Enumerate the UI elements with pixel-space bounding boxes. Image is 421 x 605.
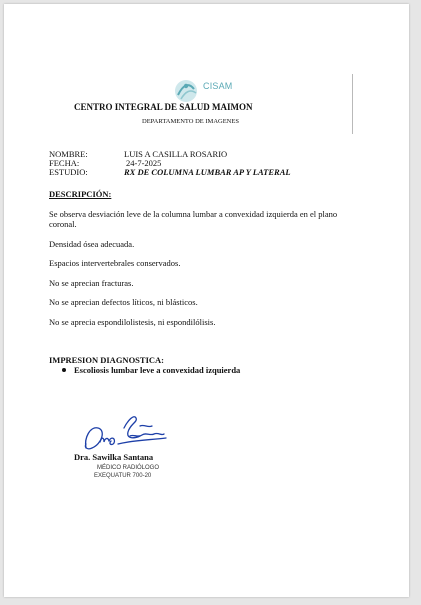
organization-name: CENTRO INTEGRAL DE SALUD MAIMON [74, 102, 253, 112]
header-divider [352, 74, 353, 134]
diagnosis-list [62, 365, 240, 375]
physician-license: EXEQUATUR 700-20 [94, 473, 152, 479]
study-value: RX DE COLUMNA LUMBAR AP Y LATERAL [124, 167, 291, 177]
study-row [49, 168, 291, 177]
description-paragraph: No se aprecian fracturas. [49, 277, 134, 288]
impression-title: IMPRESION DIAGNOSTICA: [49, 355, 164, 365]
description-paragraph: Se observa desviación leve de la columna lumbar a convexidad izquierda en el plano coronal. [49, 209, 338, 229]
diagnosis-item: Escoliosis lumbar leve a convexidad izquierda [62, 365, 240, 375]
study-label: ESTUDIO: [49, 167, 88, 177]
patient-fields [49, 150, 291, 177]
name-label: NOMBRE: [49, 149, 88, 159]
physician-name: Dra. Sawilka Santana [74, 452, 154, 462]
physician-title: MÉDICO RADIÓLOGO [97, 465, 160, 471]
description-paragraph: Espacios intervertebrales conservados. [49, 258, 181, 268]
description-paragraph: No se aprecian defectos líticos, ni blásticos. [49, 297, 198, 307]
handwritten-signature [78, 408, 170, 456]
cisam-logo [172, 77, 236, 105]
department-name: DEPARTAMENTO DE IMAGENES [142, 118, 239, 125]
date-value: 24-7-2025 [126, 158, 162, 168]
description-paragraph: Densidad ósea adecuada. [49, 238, 135, 249]
name-value: LUIS A CASILLA ROSARIO [124, 149, 228, 159]
name-row [49, 150, 291, 159]
description-title: DESCRIPCIÓN: [49, 189, 112, 199]
date-label: FECHA: [49, 158, 80, 168]
logo-text: CISAM [203, 81, 233, 91]
logo-emblem-icon [172, 77, 204, 105]
description-paragraph: No se aprecia espondilolistesis, ni espondilólisis. [49, 316, 216, 327]
description-body [49, 209, 354, 336]
